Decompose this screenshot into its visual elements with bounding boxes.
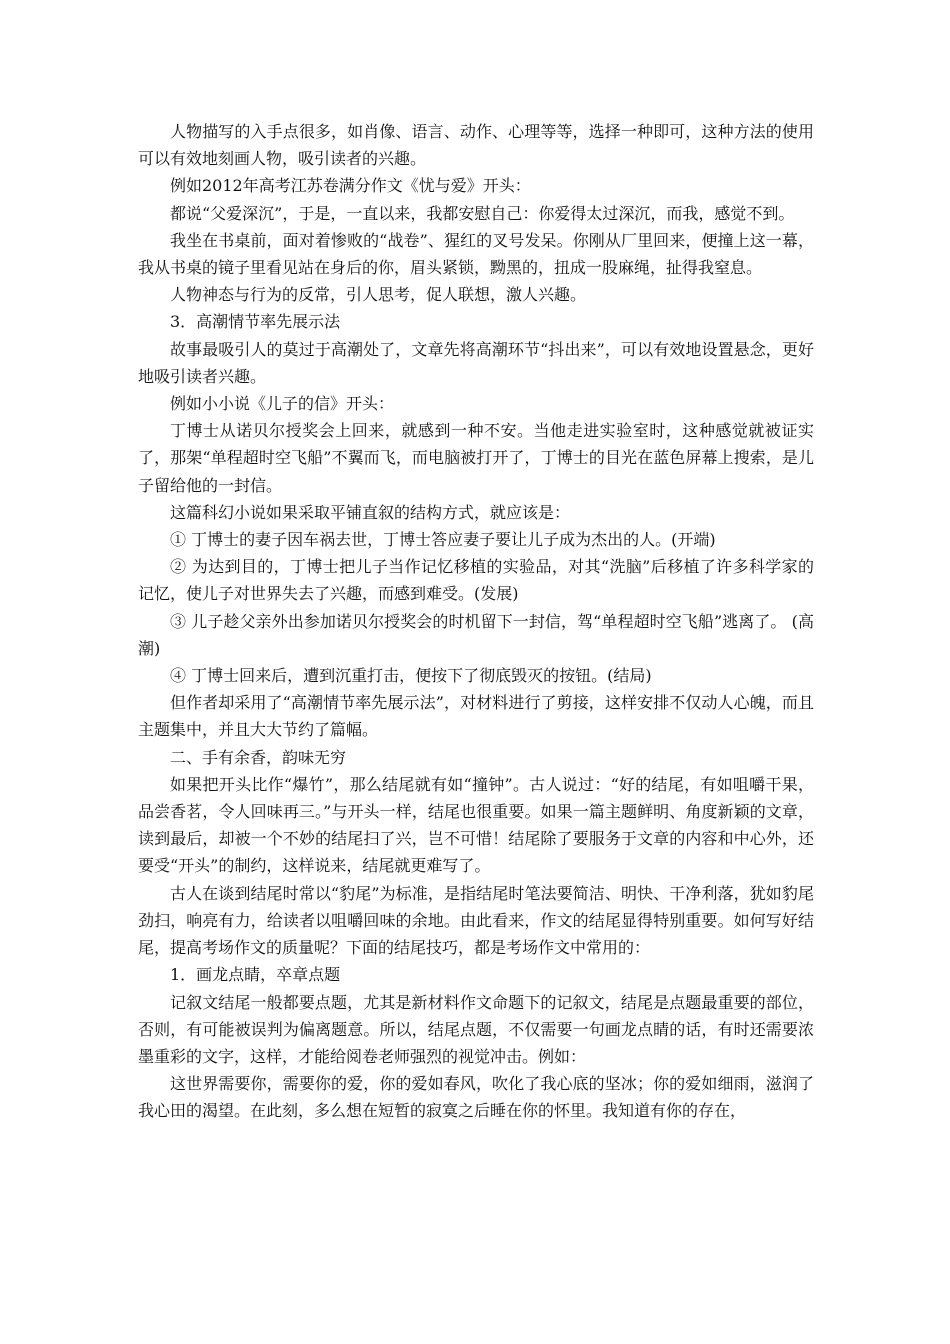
paragraph: 都说“父爱深沉”，于是，一直以来，我都安慰自己：你爱得太过深沉，而我，感觉不到。 [170, 203, 795, 223]
paragraph: 这篇科幻小说如果采取平铺直叙的结构方式，就应该是： [170, 502, 571, 522]
paragraph: 我坐在书桌前，面对着惨败的“战卷”、猩红的叉号发呆。你刚从厂里回来，便撞上这一幕，我从书桌的镜子里看见站在身后的你，眉头紧锁，黝黑的，扭成一股麻绳，扯得我窒息。 [138, 230, 814, 278]
paragraph: 例如小小说《儿子的信》开头： [170, 394, 395, 414]
paragraph: 古人在谈到结尾时常以“豹尾”为标准，是指结尾时笔法要简洁、明快、干净利落，犹如豹尾劲扫，响亮有力，给读者以咀嚼回味的余地。由此看来，作文的结尾显得特别重要。如何写好结尾，提高考场作文的质量呢？下面的结尾技巧，都是考场作文中常用的： [138, 883, 814, 958]
list-item: ④ 丁博士回来后，遭到沉重打击，便按下了彻底毁灭的按钮。(结局) [170, 666, 652, 686]
list-item: ② 为达到目的，丁博士把儿子当作记忆移植的实验品，对其“洗脑”后移植了许多科学家的记忆，使儿子对世界失去了兴趣，而感到难受。(发展) [138, 557, 814, 604]
section-heading: 3．高潮情节率先展示法 [170, 312, 341, 332]
section-heading: 1．画龙点睛，卒章点题 [170, 965, 341, 985]
paragraph: 例如2012年高考江苏卷满分作文《忧与爱》开头： [170, 176, 531, 196]
document-page [138, 118, 814, 1125]
paragraph: 如果把开头比作“爆竹”，那么结尾就有如“撞钟”。古人说过：“好的结尾，有如咀嚼干果，品尝香茗，令人回味再三。”与开头一样，结尾也很重要。如果一篇主题鲜明、角度新颖的文章，读到最后，却被一个不妙的结尾扫了兴，岂不可惜！结尾除了要服务于文章的内容和中心外，还要受“开头”的制约，这样说来，结尾就更难写了。 [138, 774, 814, 876]
section-heading: 二、手有余香，韵味无穷 [170, 747, 347, 767]
list-item: ① 丁博士的妻子因车祸去世，丁博士答应妻子要让儿子成为杰出的人。(开端) [170, 530, 716, 550]
list-item: ③ 儿子趁父亲外出参加诺贝尔授奖会的时机留下一封信，驾“单程超时空飞船”逃离了。 (高潮) [138, 611, 814, 658]
paragraph: 人物描写的入手点很多，如肖像、语言、动作、心理等等，选择一种即可，这种方法的使用可以有效地刻画人物，吸引读者的兴趣。 [138, 122, 814, 169]
paragraph: 人物神态与行为的反常，引人思考，促人联想，激人兴趣。 [170, 285, 587, 305]
paragraph: 丁博士从诺贝尔授奖会上回来，就感到一种不安。当他走进实验室时，这种感觉就被证实了，那架“单程超时空飞船”不翼而飞，而电脑被打开了，丁博士的目光在蓝色屏幕上搜索，是儿子留给他的一封信。 [138, 421, 814, 495]
paragraph: 这世界需要你，需要你的爱，你的爱如春风，吹化了我心底的坚冰；你的爱如细雨，滋润了我心田的渴望。在此刻，多么想在短暂的寂寞之后睡在你的怀里。我知道有你的存在， [138, 1074, 814, 1121]
paragraph: 但作者却采用了“高潮情节率先展示法”，对材料进行了剪接，这样安排不仅动人心魄，而且主题集中，并且大大节约了篇幅。 [138, 693, 814, 740]
paragraph: 故事最吸引人的莫过于高潮处了，文章先将高潮环节“抖出来”，可以有效地设置悬念，更好地吸引读者兴趣。 [138, 339, 814, 386]
paragraph: 记叙文结尾一般都要点题，尤其是新材料作文命题下的记叙文，结尾是点题最重要的部位，否则，有可能被误判为偏离题意。所以，结尾点题，不仅需要一句画龙点睛的话，有时还需要浓墨重彩的文字，这样，才能给阅卷老师强烈的视觉冲击。例如： [138, 992, 814, 1066]
